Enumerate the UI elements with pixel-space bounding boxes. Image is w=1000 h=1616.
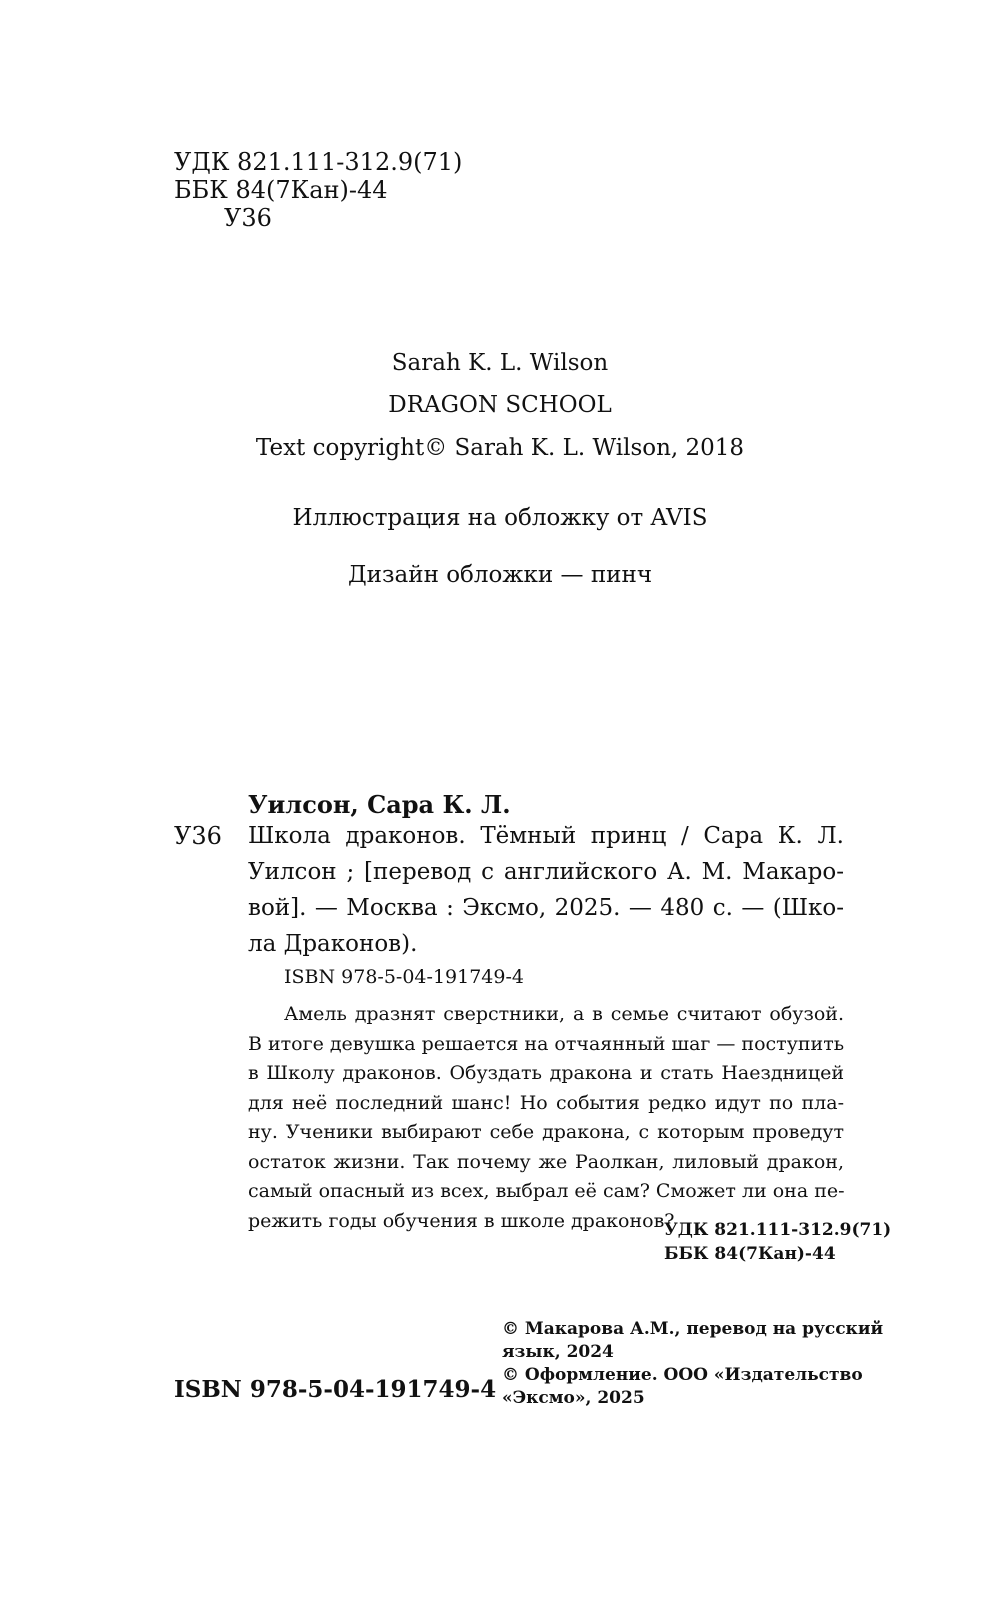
catalog-author-heading: Уилсон, Сара К. Л.	[248, 790, 511, 819]
annotation-line: остаток жизни. Так почему же Раолкан, лиловый дракон,	[248, 1150, 844, 1173]
description-line: Уилсон ; [перевод с английского А. М. Макаро-	[248, 859, 844, 885]
copyright-line: «Эксмо», 2025	[502, 1388, 645, 1408]
original-copyright: Text copyright© Sarah K. L. Wilson, 2018	[255, 435, 745, 461]
udk-code-bottom: УДК 821.111-312.9(71)	[664, 1220, 892, 1240]
annotation-line: режить годы обучения в школе драконов?	[248, 1209, 675, 1232]
annotation-line: самый опасный из всех, выбрал её сам? Сможет ли она пе-	[248, 1180, 845, 1202]
description-line: Школа драконов. Тёмный принц / Сара К. Л.	[248, 823, 844, 849]
catalog-author-mark: У36	[174, 822, 222, 850]
annotation-line: в Школу драконов. Обуздать дракона и стать Наездницей	[248, 1062, 844, 1084]
copyright-line: © Макарова А.М., перевод на русский	[502, 1319, 884, 1339]
description-line: ла Драконов).	[248, 931, 418, 957]
description-line: вой]. — Москва : Эксмо, 2025. — 480 с. — (Шко-	[248, 895, 844, 921]
footer-isbn: ISBN 978-5-04-191749-4	[174, 1376, 497, 1403]
copyright-notice	[502, 1318, 884, 1410]
top-classification-codes	[174, 148, 462, 232]
bbk-code: ББК 84(7Кан)-44	[174, 176, 388, 204]
copyright-line: язык, 2024	[502, 1342, 614, 1362]
author-mark: У36	[224, 204, 272, 232]
annotation-line: ну. Ученики выбирают себе дракона, с которым проведут	[248, 1121, 844, 1143]
annotation	[248, 1000, 844, 1236]
original-title: DRAGON SCHOOL	[388, 392, 612, 418]
bottom-classification-codes	[664, 1218, 891, 1266]
illustration-credit: Иллюстрация на обложку от AVIS	[292, 505, 708, 531]
udk-code: УДК 821.111-312.9(71)	[174, 148, 463, 176]
copyright-line: © Оформление. ООО «Издательство	[502, 1365, 863, 1385]
annotation-line: для неё последний шанс! Но события редко идут по пла-	[248, 1091, 844, 1114]
bbk-code-bottom: ББК 84(7Кан)-44	[664, 1244, 836, 1264]
design-credit: Дизайн обложки — пинч	[347, 562, 653, 588]
bibliographic-description	[248, 818, 844, 962]
catalog-isbn: ISBN 978-5-04-191749-4	[284, 966, 524, 988]
annotation-line: Амель дразнят сверстники, а в семье считают обузой.	[284, 1003, 844, 1025]
original-author: Sarah K. L. Wilson	[391, 350, 609, 376]
annotation-line: В итоге девушка решается на отчаянный шаг — поступить	[248, 1032, 845, 1055]
